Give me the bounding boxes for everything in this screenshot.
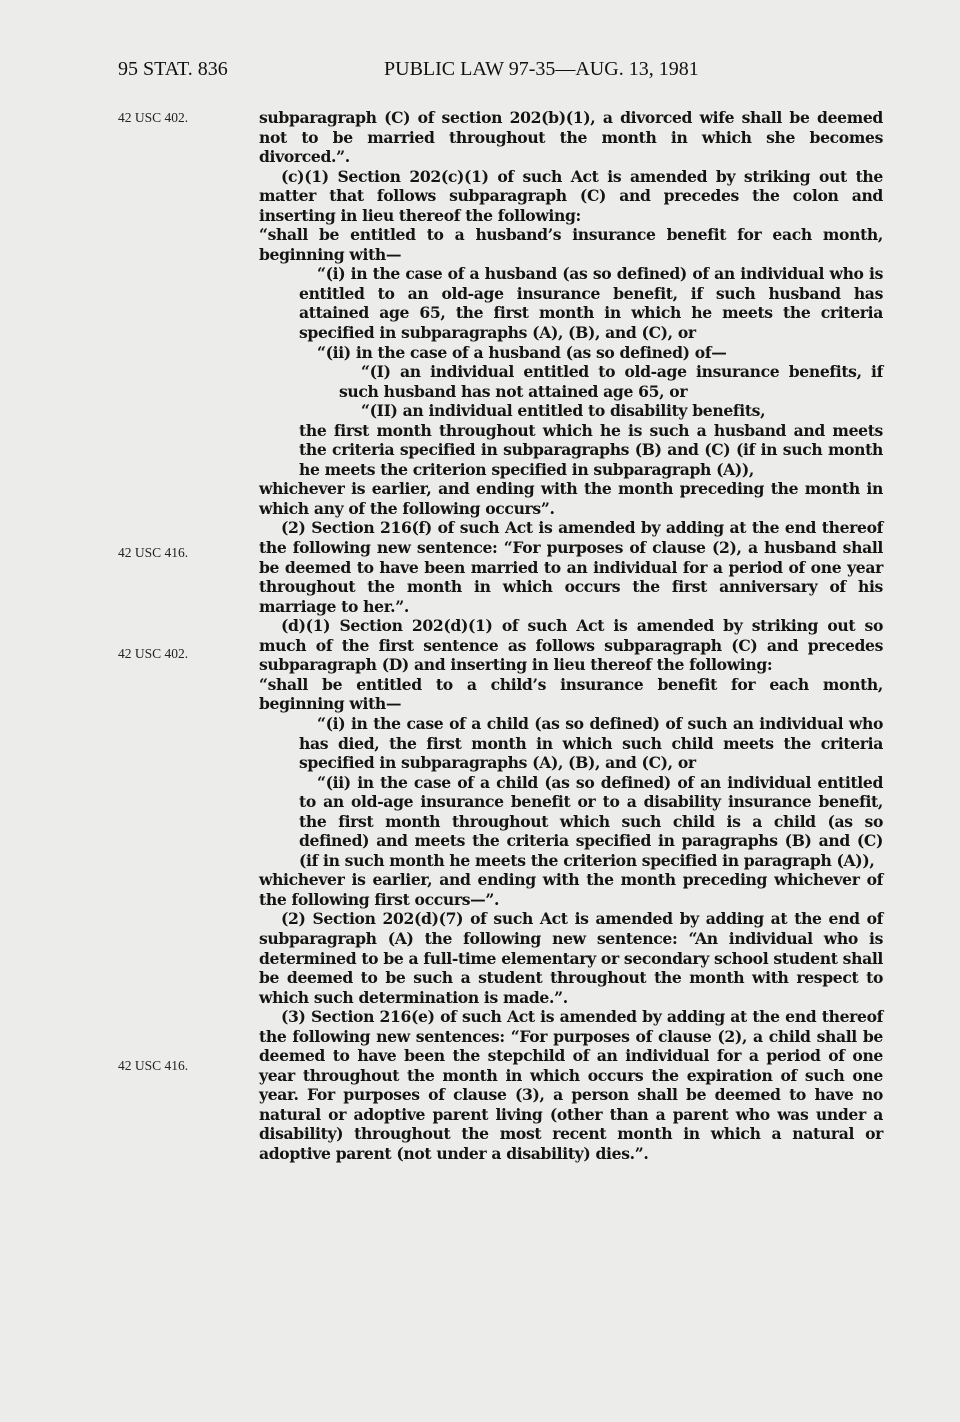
clause-continuation: the first month throughout which he is such a husband and meets the criteria specified in subparagraphs (B) and (C) (if in such month he meets the criterion specified in subparagraph (A)), [299,420,883,479]
statute-text [259,108,883,1164]
public-law-title: PUBLIC LAW 97-35—AUG. 13, 1981 [384,58,699,80]
margin-citation: 42 USC 416. [118,1058,189,1073]
margin-citation: 42 USC 416. [118,545,189,560]
subclause: “(II) an individual entitled to disability benefits, [361,401,766,421]
stat-page-number: 95 STAT. 836 [118,58,228,80]
paragraph: (d)(1) Section 202(d)(1) of such Act is amended by striking out so much of the first sentence as follows subparagraph (C) and precedes subparagraph (D) and inserting in lieu thereof the following: [259,616,883,675]
paragraph: (c)(1) Section 202(c)(1) of such Act is amended by striking out the matter that follows subparagraph (C) and precedes the colon and inserting in lieu thereof the following: [259,166,883,225]
paragraph: whichever is earlier, and ending with the month preceding whichever of the following first occurs—”. [259,870,883,909]
paragraph: (2) Section 216(f) of such Act is amended by adding at the end thereof the following new sentence: “For purposes of clause (2), a husband shall be deemed to have been married to an individual for a period of one year throughout the month in which occurs the first anniversary of his marriage to her.”. [259,518,883,616]
margin-citation: 42 USC 402. [118,110,189,125]
quoted-paragraph: “shall be entitled to a husband’s insurance benefit for each month, beginning with— [259,225,883,264]
paragraph: (2) Section 202(d)(7) of such Act is amended by adding at the end of subparagraph (A) the following new sentence: “An individual who is determined to be a full-time elementary or secondary school student shall be deemed to be such a student throughout the month with respect to which such determination is made.”. [259,909,883,1007]
quoted-paragraph: “shall be entitled to a child’s insurance benefit for each month, beginning with— [259,674,883,714]
paragraph: subparagraph (C) of section 202(b)(1), a divorced wife shall be deemed not to be married throughout the month in which she becomes divorced.”. [259,108,883,167]
margin-citation: 42 USC 402. [118,646,189,661]
paragraph: whichever is earlier, and ending with the month preceding the month in which any of the following occurs”. [259,479,883,518]
clause: “(ii) in the case of a child (as so defined) of an individual entitled to an old-age insurance benefit or to a disability insurance benefit, the first month throughout which such child is a child (as so defined) and meets the criteria specified in paragraphs (B) and (C) (if in such month he meets the criterion specified in paragraph (A)), [299,772,883,870]
clause: “(i) in the case of a husband (as so defined) of an individual who is entitled to an old-age insurance benefit, if such husband has attained age 65, the first month in which he meets the criteria specified in subparagraphs (A), (B), and (C), or [299,264,883,343]
clause: “(i) in the case of a child (as so defined) of such an individual who has died, the first month in which such child meets the criteria specified in subparagraphs (A), (B), and (C), or [299,713,883,773]
page-header [118,58,878,90]
paragraph: (3) Section 216(e) of such Act is amended by adding at the end thereof the following new sentences: “For purposes of clause (2), a child shall be deemed to have been the stepchild of an individual for a period of one year throughout the month in which occurs the expiration of such one year. For purposes of clause (3), a person shall be deemed to have no natural or adoptive parent living (other than a parent who was under a disability) throughout the most recent month in which a natural or adoptive parent (not under a disability) dies.”. [259,1007,883,1163]
clause: “(ii) in the case of a husband (as so defined) of— [317,342,727,362]
subclause: “(I) an individual entitled to old-age insurance benefits, if such husband has not attained age 65, or [339,362,883,401]
